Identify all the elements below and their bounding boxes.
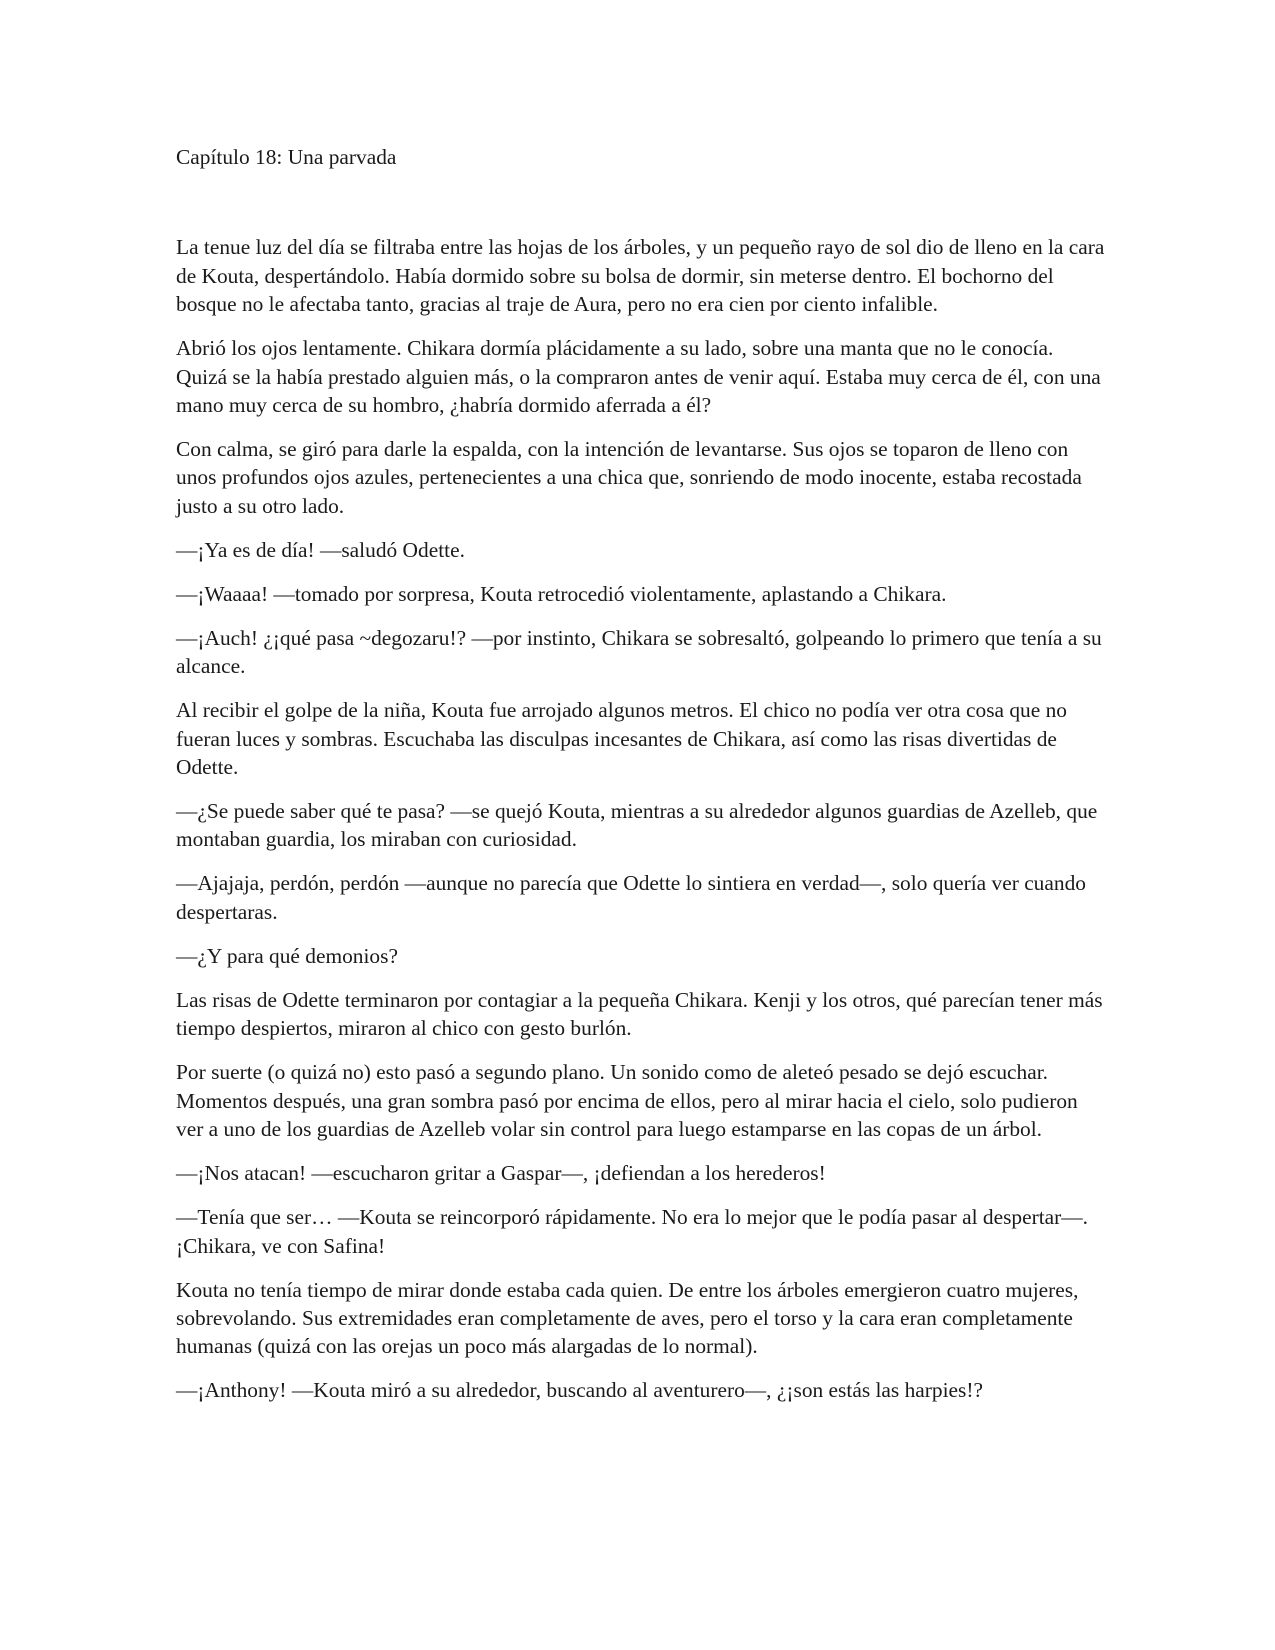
paragraph: —¿Se puede saber qué te pasa? —se quejó Kouta, mientras a su alrededor algunos guardias de Azelleb, que montaban guardia, los miraban con curiosidad. [176, 799, 1098, 852]
paragraph: Las risas de Odette terminaron por contagiar a la pequeña Chikara. Kenji y los otros, qué parecían tener más tiempo despiertos, miraron al chico con gesto burlón. [176, 987, 1103, 1041]
paragraph: —¡Waaaa! —tomado por sorpresa, Kouta retrocedió violentamente, aplastando a Chikara. [176, 581, 947, 606]
paragraph: —¡Auch! ¿¡qué pasa ~degozaru!? —por instinto, Chikara se sobresaltó, golpeando lo primero que tenía a su alcance. [176, 625, 1102, 679]
paragraph: —¿Y para qué demonios? [176, 943, 398, 968]
paragraph: —Tenía que ser… —Kouta se reincorporó rápidamente. No era lo mejor que le podía pasar al despertar—. ¡Chikara, ve con Safina! [176, 1205, 1089, 1258]
paragraph: —Ajajaja, perdón, perdón —aunque no parecía que Odette lo sintiera en verdad—, solo quería ver cuando despertaras. [176, 871, 1086, 924]
paragraph: —¡Anthony! —Kouta miró a su alrededor, buscando al aventurero—, ¿¡son estás las harpies!? [176, 1378, 983, 1403]
paragraph: —¡Ya es de día! —saludó Odette. [176, 537, 465, 562]
paragraph: —¡Nos atacan! —escucharon gritar a Gaspar—, ¡defiendan a los herederos! [176, 1161, 826, 1186]
paragraph: La tenue luz del día se filtraba entre las hojas de los árboles, y un pequeño rayo de sol dio de lleno en la cara de Kouta, despertándolo. Había dormido sobre su bolsa de dormir, sin meterse dentro. El bochorno del bosque no le afectaba tanto, gracias al traje de Aura, pero no era cien por ciento infalible. [176, 235, 1105, 317]
paragraph: Kouta no tenía tiempo de mirar donde estaba cada quien. De entre los árboles emergieron cuatro mujeres, sobrevolando. Sus extremidades eran completamente de aves, pero el torso y la cara eran completamente humanas (quizá con las orejas un poco más alargadas de lo normal). [176, 1277, 1079, 1359]
document-body [176, 143, 1106, 1420]
chapter-title: Capítulo 18: Una parvada [176, 145, 397, 169]
paragraph: Al recibir el golpe de la niña, Kouta fue arrojado algunos metros. El chico no podía ver otra cosa que no fueran luces y sombras. Escuchaba las disculpas incesantes de Chikara, así como las risas divertidas de Odette. [176, 698, 1067, 780]
paragraph: Con calma, se giró para darle la espalda, con la intención de levantarse. Sus ojos se toparon de lleno con unos profundos ojos azules, pertenecientes a una chica que, sonriendo de modo inocente, estaba recostada justo a su otro lado. [176, 437, 1082, 518]
paragraph: Por suerte (o quizá no) esto pasó a segundo plano. Un sonido como de aleteó pesado se dejó escuchar. Momentos después, una gran sombra pasó por encima de ellos, pero al mirar hacia el cielo, solo pudieron ver a uno de los guardias de Azelleb volar sin control para luego estamparse en las copas de un árbol. [176, 1060, 1078, 1142]
paragraph: Abrió los ojos lentamente. Chikara dormía plácidamente a su lado, sobre una manta que no le conocía. Quizá se la había prestado alguien más, o la compraron antes de venir aquí. Estaba muy cerca de él, con una mano muy cerca de su hombro, ¿habría dormido aferrada a él? [176, 336, 1101, 418]
